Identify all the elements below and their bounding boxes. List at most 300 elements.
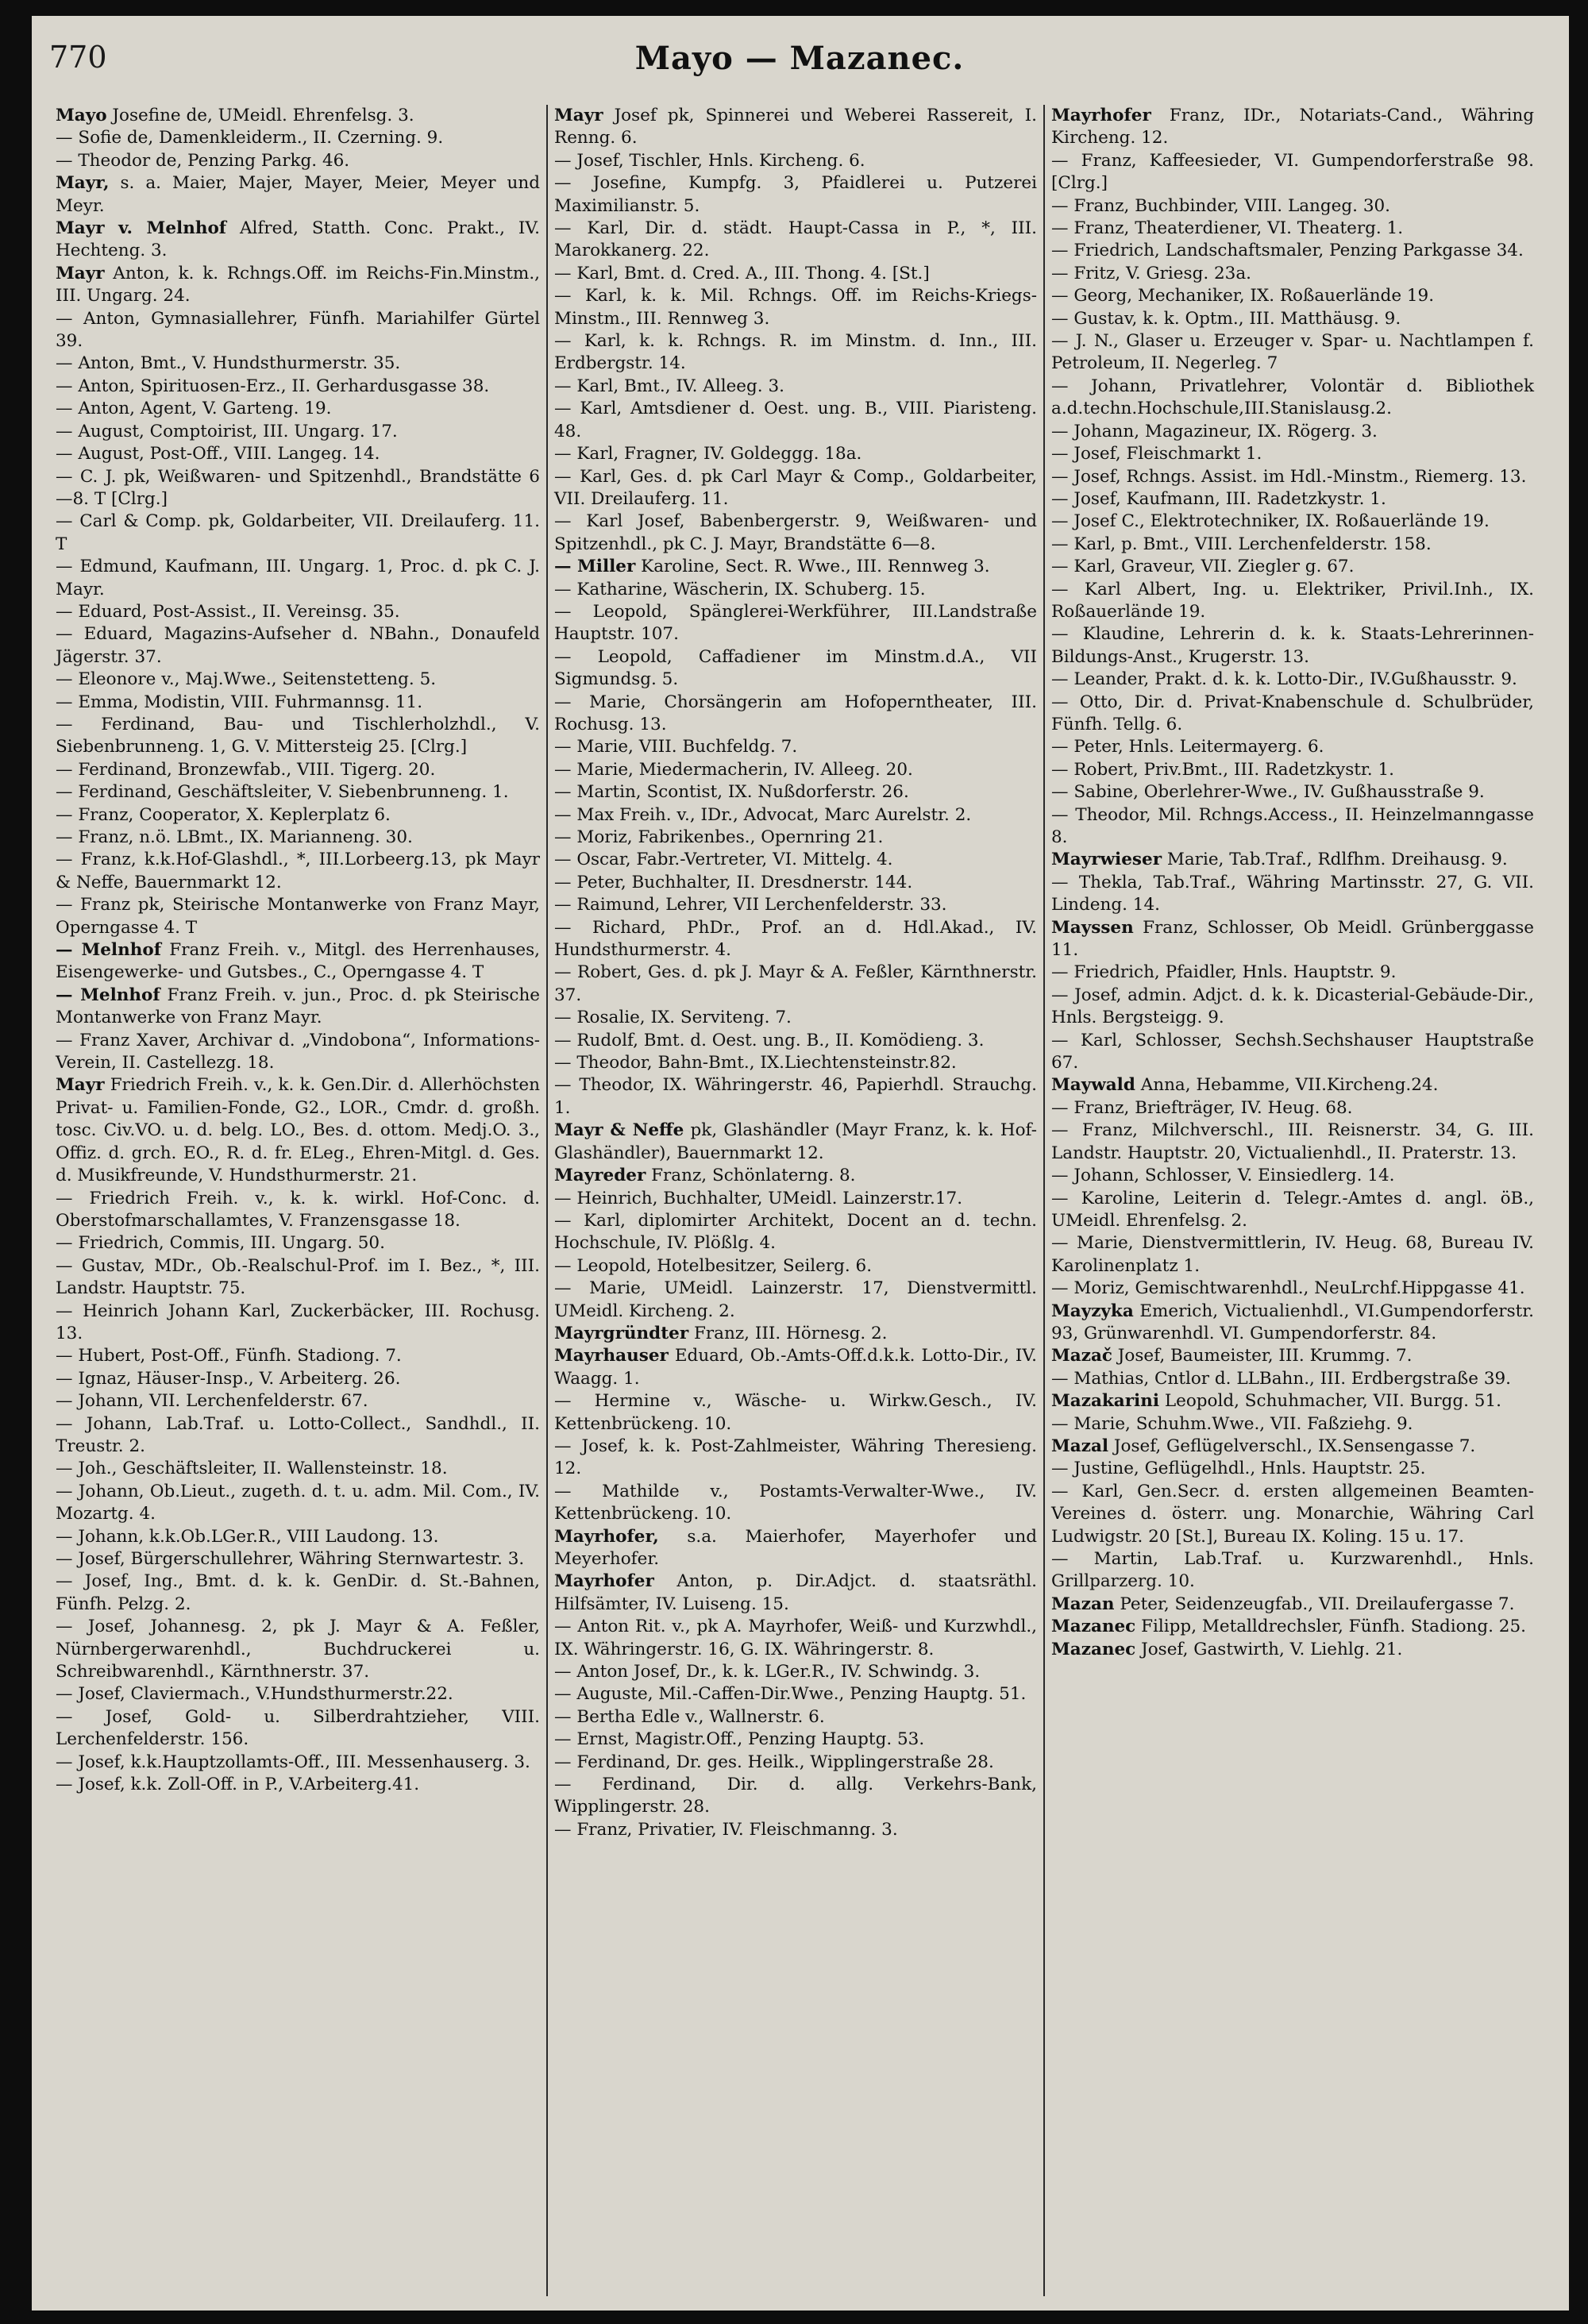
directory-entry (56, 623, 540, 669)
entry-text: — Josef, Tischler, Hnls. Kircheng. 6. (554, 150, 865, 171)
entry-text: — Auguste, Mil.-Caffen-Dir.Wwe., Penzing Hauptg. 51. (554, 1684, 1027, 1705)
entry-text: — Eleonore v., Maj.Wwe., Seitenstetteng. 5. (56, 669, 437, 690)
entry-text: — Ignaz, Häuser-Insp., V. Arbeiterg. 26. (56, 1368, 401, 1389)
directory-entry (56, 669, 540, 691)
entry-text: — Anton, Bmt., V. Hundsthurmerstr. 35. (56, 353, 401, 374)
entry-text: — Anton, Gymnasiallehrer, Fünfh. Mariahilfer Gürtel 39. (56, 308, 540, 352)
directory-entry (1051, 579, 1534, 624)
entry-text: — August, Post-Off., VIII. Langeg. 14. (56, 444, 380, 464)
directory-entry (56, 1188, 540, 1233)
directory-entry (1051, 1594, 1534, 1616)
entry-text: — Josefine, Kumpfg. 3, Pfaidlerei u. Putzerei Maximilianstr. 5. (554, 173, 1037, 216)
entry-text: — Johann, VII. Lerchenfelderstr. 67. (56, 1391, 368, 1412)
entry-text: — Raimund, Lehrer, VII Lerchenfelderstr. 33. (554, 895, 947, 915)
entry-text: — Karl, p. Bmt., VIII. Lerchenfelderstr. 158. (1051, 534, 1432, 554)
entry-text: — Joh., Geschäftsleiter, II. Wallensteinstr. 18. (56, 1459, 448, 1479)
directory-entry (56, 1481, 540, 1526)
entry-text: — Emma, Modistin, VIII. Fuhrmannsg. 11. (56, 692, 423, 712)
directory-entry (1051, 759, 1534, 781)
entry-text: — Leopold, Caffadiener im Minstm.d.A., VII Sigmundsg. 5. (554, 646, 1037, 690)
entry-text: — Oscar, Fabr.-Vertreter, VI. Mittelg. 4. (554, 850, 893, 870)
directory-entry (554, 330, 1037, 376)
directory-entry (554, 1819, 1037, 1841)
directory-entry (554, 781, 1037, 804)
directory-entry (554, 894, 1037, 916)
directory-entry (56, 1683, 540, 1705)
entry-text: — Josef, Johannesg. 2, pk J. Mayr & A. Feßler, Nürnbergerwarenhdl., Buchdruckerei u. Schreibwarenhdl., Kärnthnerstr. 37. (56, 1617, 540, 1682)
running-head: Mayo — Mazanec. (634, 40, 965, 77)
entry-text: Anton, p. Dir.Adjct. d. staatsräthl. Hilfsämter, IV. Luiseng. 15. (554, 1571, 1037, 1614)
directory-entry (1051, 917, 1534, 962)
directory-entry (554, 962, 1037, 1007)
entry-text: — Moriz, Gemischtwarenhdl., NeuLrchf.Hippgasse 41. (1051, 1278, 1525, 1299)
entry-text: — Katharine, Wäscherin, IX. Schuberg. 15. (554, 579, 926, 599)
entry-text: — Edmund, Kaufmann, III. Ungarg. 1, Proc. d. pk C. J. Mayr. (56, 557, 540, 599)
entry-text: — Josef, k.k. Zoll-Off. in P., V.Arbeiterg.41. (56, 1775, 420, 1795)
entry-text: — Heinrich Johann Karl, Zuckerbäcker, III. Rochusg. 13. (56, 1301, 540, 1343)
directory-entry (554, 579, 1037, 601)
directory-entry (56, 1232, 540, 1254)
directory-entry (554, 556, 1037, 578)
directory-entry (1051, 1639, 1534, 1661)
directory-entry (1051, 669, 1534, 691)
directory-entry (1051, 330, 1534, 376)
entry-text: — Friedrich, Pfaidler, Hnls. Hauptstr. 9. (1051, 962, 1397, 983)
entry-text: — Josef, k. k. Post-Zahlmeister, Währing Theresieng. 12. (554, 1436, 1037, 1479)
entry-surname: — Melnhof (56, 985, 160, 1005)
entry-text: — Marie, Miedermacherin, IV. Alleeg. 20. (554, 759, 913, 780)
entry-text: — Josef, Rchngs. Assist. im Hdl.-Minstm., Riemerg. 13. (1051, 466, 1527, 487)
entry-surname: Mayzyka (1051, 1301, 1134, 1321)
directory-entry (1051, 218, 1534, 240)
entry-text: — Franz, Theaterdiener, VI. Theaterg. 1. (1051, 218, 1404, 239)
directory-entry (1051, 308, 1534, 330)
entry-text: — Anton, Spirituosen-Erz., II. Gerhardusgasse 38. (56, 376, 490, 396)
directory-entry (56, 1074, 540, 1187)
entry-text: — Sabine, Oberlehrer-Wwe., IV. Gußhausstraße 9. (1051, 782, 1485, 803)
entry-text: — Karl, Dir. d. städt. Haupt-Cassa in P., *, III. Marokkanerg. 22. (554, 218, 1037, 261)
directory-entry (1051, 962, 1534, 984)
entry-text: Anton, k. k. Rchngs.Off. im Reichs-Fin.Minstm., III. Ungarg. 24. (56, 263, 540, 306)
directory-entry (56, 556, 540, 601)
entry-text: — Klaudine, Lehrerin d. k. k. Staats-Lehrerinnen-Bildungs-Anst., Krugerstr. 13. (1051, 624, 1534, 667)
directory-entry (554, 1774, 1037, 1819)
directory-entry (56, 1706, 540, 1752)
entry-text: — Friedrich, Landschaftsmaler, Penzing Parkgasse 34. (1051, 241, 1524, 261)
entry-text: Filipp, Metalldrechsler, Fünfh. Stadiong. 25. (1135, 1617, 1526, 1637)
directory-entry (56, 1345, 540, 1367)
directory-entry (1051, 1548, 1534, 1594)
entry-text: Alfred, Statth. Conc. Prakt., IV. Hechteng. 3. (56, 218, 540, 261)
directory-entry (554, 1729, 1037, 1751)
entry-surname: — Melnhof (56, 940, 161, 961)
directory-entry (554, 1526, 1037, 1571)
directory-entry (554, 1120, 1037, 1165)
directory-entry (56, 849, 540, 894)
entry-surname: Mayreder (554, 1166, 646, 1186)
directory-entry (56, 1255, 540, 1301)
entry-surname: — Miller (554, 557, 636, 577)
entry-text: Josef, Gastwirth, V. Liehlg. 21. (1135, 1639, 1403, 1659)
entry-text: — Heinrich, Buchhalter, UMeidl. Lainzerstr.17. (554, 1188, 963, 1208)
entry-text: Eduard, Ob.-Amts-Off.d.k.k. Lotto-Dir., IV. Waagg. 1. (554, 1346, 1037, 1389)
directory-entry (554, 827, 1037, 849)
directory-entry (56, 443, 540, 465)
entry-surname: Mayr v. Melnhof (56, 218, 227, 239)
entry-text: Josef pk, Spinnerei und Weberei Rassereit, I. Renng. 6. (554, 106, 1037, 148)
directory-entry (56, 1616, 540, 1683)
entry-text: — Gustav, MDr., Ob.-Realschul-Prof. im I. Bez., *, III. Landstr. Hauptstr. 75. (56, 1255, 540, 1299)
entry-surname: Mazakarini (1051, 1391, 1159, 1412)
entry-surname: Mazač (1051, 1346, 1112, 1366)
entry-text: — Max Freih. v., IDr., Advocat, Marc Aurelstr. 2. (554, 804, 972, 825)
directory-entry (56, 781, 540, 804)
directory-entry (56, 1548, 540, 1571)
entry-text: — Johann, Lab.Traf. u. Lotto-Collect., Sandhdl., II. Treustr. 2. (56, 1413, 540, 1456)
directory-entry (1051, 1345, 1534, 1367)
entry-text: — Franz, Buchbinder, VIII. Langeg. 30. (1051, 195, 1391, 216)
directory-entry (1051, 1390, 1534, 1413)
directory-entry (1051, 1481, 1534, 1548)
entry-text: — Karl, Bmt. d. Cred. A., III. Thong. 4. [St.] (554, 263, 930, 283)
directory-entry (554, 1052, 1037, 1074)
directory-entry (1051, 534, 1534, 556)
entry-text: — Johann, Ob.Lieut., zugeth. d. t. u. adm. Mil. Com., IV. Mozartg. 4. (56, 1481, 540, 1524)
directory-entry (554, 150, 1037, 172)
entry-text: Friedrich Freih. v., k. k. Gen.Dir. d. Allerhöchsten Privat- u. Familien-Fonde, G2., LOR., Cmdr. d. großh. tosc. Civ.VO. u. d. belg. LO., Bes. d. ottom. Medj.O. 3., Offiz. d. grch. EO., R. d. fr. ELeg., Ehren-Mitgl. d. Ges. d. Musikfreunde, V. Hundsthurmerstr. 21. (56, 1075, 540, 1186)
directory-entry (56, 894, 540, 939)
entry-text: — Ferdinand, Dr. ges. Heilk., Wipplingerstraße 28. (554, 1752, 994, 1772)
entry-text: — Karl, Graveur, VII. Ziegler g. 67. (1051, 557, 1355, 577)
directory-entry (56, 759, 540, 781)
directory-entry (1051, 1120, 1534, 1165)
entry-text: — Leopold, Hotelbesitzer, Seilerg. 6. (554, 1255, 873, 1276)
entry-text: — Rosalie, IX. Serviteng. 7. (554, 1008, 792, 1028)
directory-entry (56, 1030, 540, 1075)
directory-entry (56, 1571, 540, 1616)
directory-entry (554, 172, 1037, 218)
entry-text: — Eduard, Post-Assist., II. Vereinsg. 35. (56, 601, 400, 622)
directory-entry (56, 376, 540, 398)
entry-text: — Thekla, Tab.Traf., Währing Martinsstr. 27, G. VII. Lindeng. 14. (1051, 872, 1534, 915)
entry-text: — Ernst, Magistr.Off., Penzing Hauptg. 53. (554, 1729, 925, 1750)
entry-surname: Mazanec (1051, 1639, 1136, 1659)
directory-entry (1051, 1165, 1534, 1187)
entry-text: — Robert, Ges. d. pk J. Mayr & A. Feßler, Kärnthnerstr. 37. (554, 962, 1037, 1005)
entry-surname: Mazal (1051, 1436, 1109, 1456)
entry-text: — Josef, Gold- u. Silberdrahtzieher, VIII. Lerchenfelderstr. 156. (56, 1706, 540, 1750)
directory-entry (1051, 781, 1534, 804)
directory-entry (1051, 1097, 1534, 1120)
directory-entry (1051, 692, 1534, 737)
directory-entry (1051, 556, 1534, 578)
entry-text: Franz Freih. v. jun., Proc. d. pk Steirische Montanwerke von Franz Mayr. (56, 985, 541, 1028)
columns (49, 105, 1558, 2296)
directory-entry (554, 872, 1037, 894)
directory-entry (1051, 804, 1534, 850)
entry-text: — Hubert, Post-Off., Fünfh. Stadiong. 7. (56, 1346, 402, 1366)
directory-entry (554, 1390, 1037, 1436)
entry-text: — Karl, Ges. d. pk Carl Mayr & Comp., Goldarbeiter, VII. Dreilauferg. 11. (554, 466, 1037, 509)
entry-text: — Josef, Kaufmann, III. Radetzkystr. 1. (1051, 488, 1386, 509)
entry-text: — Franz, Milchverschl., III. Reisnerstr. 34, G. III. Landstr. Hauptstr. 20, Victualienhdl., II. Praterstr. 13. (1051, 1120, 1534, 1163)
entry-text: — Sofie de, Damenkleiderm., II. Czerning. 9. (56, 128, 444, 148)
directory-entry (554, 1165, 1037, 1187)
entry-text: — Rudolf, Bmt. d. Oest. ung. B., II. Komödieng. 3. (554, 1030, 985, 1050)
directory-entry (1051, 105, 1534, 150)
entry-text: — Justine, Geflügelhdl., Hnls. Hauptstr. 25. (1051, 1459, 1426, 1479)
entry-text: — Anton Rit. v., pk A. Mayrhofer, Weiß- und Kurzwhdl., IX. Währingerstr. 16, G. IX. Währingerstr. 8. (554, 1617, 1037, 1659)
directory-entry (554, 398, 1037, 443)
entry-text: — Josef, Claviermach., V.Hundsthurmerstr.22. (56, 1684, 453, 1705)
entry-text: — Robert, Priv.Bmt., III. Radetzkystr. 1. (1051, 759, 1394, 780)
column-left (49, 105, 546, 2296)
entry-text: — Johann, Schlosser, V. Einsiedlerg. 14. (1051, 1166, 1395, 1186)
entry-text: Franz, Schönlaterng. 8. (646, 1166, 856, 1186)
entry-text: Leopold, Schuhmacher, VII. Burgg. 51. (1159, 1391, 1501, 1412)
entry-text: — Ferdinand, Bronzewfab., VIII. Tigerg. 20. (56, 759, 436, 780)
directory-entry (56, 150, 540, 172)
directory-entry (554, 1188, 1037, 1210)
directory-entry (56, 827, 540, 849)
directory-entry (1051, 376, 1534, 421)
entry-text: Josef, Baumeister, III. Krummg. 7. (1112, 1346, 1413, 1366)
entry-surname: Mayo (56, 106, 107, 125)
entry-text: — Karl, Gen.Secr. d. ersten allgemeinen Beamten-Vereines d. österr. ung. Monarchie, Währing Carl Ludwigstr. 20 [St.], Bureau IX. Koling. 15 u. 17. (1051, 1481, 1534, 1547)
entry-text: — Karl, Bmt., IV. Alleeg. 3. (554, 376, 784, 396)
entry-text: Franz, III. Hörnesg. 2. (688, 1323, 888, 1343)
entry-text: — Carl & Comp. pk, Goldarbeiter, VII. Dreilauferg. 11. T (56, 511, 540, 554)
directory-entry (56, 985, 540, 1030)
entry-surname: Mayr & Neffe (554, 1120, 684, 1141)
directory-entry (56, 692, 540, 714)
directory-entry (1051, 285, 1534, 307)
entry-text: s.a. Maierhofer, Mayerhofer und Meyerhofer. (554, 1526, 1037, 1569)
directory-entry (1051, 1278, 1534, 1300)
entry-text: — Leander, Prakt. d. k. k. Lotto-Dir., IV.Gußhausstr. 9. (1051, 669, 1517, 690)
directory-entry (1051, 1232, 1534, 1278)
directory-entry (554, 1481, 1037, 1526)
entry-text: — Theodor, Bahn-Bmt., IX.Liechtensteinstr.82. (554, 1053, 957, 1073)
directory-entry (1051, 1030, 1534, 1075)
directory-page (32, 16, 1569, 2311)
entry-text: — Ferdinand, Geschäftsleiter, V. Siebenbrunneng. 1. (56, 782, 509, 803)
directory-entry (554, 1571, 1037, 1616)
directory-entry (1051, 150, 1534, 195)
directory-entry (56, 308, 540, 353)
page-header (49, 40, 1550, 95)
entry-text: — Josef, Bürgerschullehrer, Währing Sternwartestr. 3. (56, 1549, 525, 1569)
directory-entry (554, 601, 1037, 646)
entry-text: — Theodor, IX. Währingerstr. 46, Papierhdl. Strauchg. 1. (554, 1075, 1037, 1118)
column-right (1043, 105, 1540, 2296)
directory-entry (1051, 1368, 1534, 1390)
entry-text: — Josef, Fleischmarkt 1. (1051, 444, 1262, 464)
entry-surname: Mayrgründter (554, 1323, 689, 1343)
directory-entry (1051, 1458, 1534, 1480)
directory-entry (1051, 488, 1534, 511)
entry-text: — Karl, k. k. Mil. Rchngs. Off. im Reichs-Kriegs-Minstm., III. Rennweg 3. (554, 286, 1037, 329)
entry-surname: Mayssen (1051, 917, 1134, 938)
entry-text: Josefine de, UMeidl. Ehrenfelsg. 3. (106, 106, 414, 125)
directory-entry (1051, 1301, 1534, 1346)
entry-text: — Franz pk, Steirische Montanwerke von Franz Mayr, Operngasse 4. T (56, 895, 540, 938)
directory-entry (56, 1458, 540, 1480)
directory-entry (1051, 1413, 1534, 1436)
entry-text: Karoline, Sect. R. Wwe., III. Rennweg 3. (635, 557, 990, 577)
directory-entry (554, 692, 1037, 737)
entry-text: Peter, Seidenzeugfab., VII. Dreilaufergasse 7. (1114, 1594, 1515, 1614)
directory-entry (56, 939, 540, 985)
entry-surname: Mayr (554, 106, 603, 125)
entry-surname: Mayr, (56, 173, 110, 194)
entry-text: — Franz, Briefträger, IV. Heug. 68. (1051, 1097, 1353, 1118)
entry-text: — Gustav, k. k. Optm., III. Matthäusg. 9. (1051, 308, 1401, 329)
entry-text: — Johann, Privatlehrer, Volontär d. Bibliothek a.d.techn.Hochschule,III.Stanislausg.2. (1051, 376, 1534, 419)
entry-text: — Karl, k. k. Rchngs. R. im Minstm. d. Inn., III. Erdbergstr. 14. (554, 331, 1037, 374)
entry-text: — Ferdinand, Dir. d. allg. Verkehrs-Bank, Wipplingerstr. 28. (554, 1775, 1037, 1817)
entry-text: — J. N., Glaser u. Erzeuger v. Spar- u. Nachtlampen f. Petroleum, II. Negerleg. 7 (1051, 331, 1534, 374)
entry-text: — Peter, Buchhalter, II. Dresdnerstr. 144. (554, 872, 913, 892)
directory-entry (1051, 466, 1534, 488)
directory-entry (1051, 443, 1534, 465)
entry-surname: Mayr (56, 263, 105, 283)
entry-text: Josef, Geflügelverschl., IX.Sensengasse 7. (1108, 1436, 1476, 1456)
directory-entry (1051, 736, 1534, 758)
entry-text: — Hermine v., Wäsche- u. Wirkw.Gesch., IV. Kettenbrückeng. 10. (554, 1391, 1037, 1434)
entry-text: s. a. Maier, Majer, Mayer, Meier, Meyer und Meyr. (56, 173, 540, 216)
entry-text: — Karl, Schlosser, Sechsh.Sechshauser Hauptstraße 67. (1051, 1030, 1534, 1073)
directory-entry (554, 759, 1037, 781)
entry-text: Franz, IDr., Notariats-Cand., Währing Kircheng. 12. (1051, 106, 1534, 148)
directory-entry (56, 218, 540, 263)
directory-entry (56, 714, 540, 759)
directory-entry (56, 105, 540, 127)
entry-text: — Ferdinand, Bau- und Tischlerholzhdl., V. Siebenbrunneng. 1, G. V. Mittersteig 25. [Clrg.] (56, 714, 540, 757)
directory-entry (56, 466, 540, 511)
directory-entry (56, 398, 540, 420)
entry-text: Emerich, Victualienhdl., VI.Gumpendorferstr. 93, Grünwarenhdl. VI. Gumpendorferstr. 84. (1051, 1301, 1534, 1343)
entry-surname: Mayrhofer (1051, 106, 1151, 125)
directory-entry (554, 1278, 1037, 1323)
entry-text: Anna, Hebamme, VII.Kircheng.24. (1135, 1075, 1439, 1096)
entry-text: — Martin, Scontist, IX. Nußdorferstr. 26. (554, 782, 909, 803)
entry-text: — Franz Xaver, Archivar d. „Vindobona“, Informations-Verein, II. Castellezg. 18. (56, 1030, 540, 1073)
entry-text: — Karl, diplomirter Architekt, Docent an d. techn. Hochschule, IV. Plößlg. 4. (554, 1210, 1037, 1254)
directory-entry (554, 466, 1037, 511)
entry-text: — Josef, admin. Adjct. d. k. k. Dicasterial-Gebäude-Dir., Hnls. Bergsteigg. 9. (1051, 985, 1534, 1028)
directory-entry (56, 1390, 540, 1413)
directory-entry (56, 1368, 540, 1390)
directory-entry (56, 1301, 540, 1346)
entry-text: — Karoline, Leiterin d. Telegr.-Amtes d. angl. öB., UMeidl. Ehrenfelsg. 2. (1051, 1188, 1534, 1231)
entry-text: — Marie, Schuhm.Wwe., VII. Faßziehg. 9. (1051, 1413, 1413, 1434)
entry-text: — Friedrich, Commis, III. Ungarg. 50. (56, 1233, 385, 1254)
entry-text: — Otto, Dir. d. Privat-Knabenschule d. Schulbrüder, Fünfh. Tellg. 6. (1051, 692, 1534, 734)
entry-text: — Karl Albert, Ing. u. Elektriker, Privil.Inh., IX. Roßauerlände 19. (1051, 579, 1534, 622)
entry-text: Marie, Tab.Traf., Rdlfhm. Dreihausg. 9. (1162, 850, 1508, 870)
directory-entry (1051, 421, 1534, 443)
directory-entry (554, 1323, 1037, 1345)
entry-surname: Mazanec (1051, 1617, 1136, 1637)
directory-entry (56, 172, 540, 218)
entry-surname: Mayrhofer, (554, 1526, 659, 1547)
entry-text: — C. J. pk, Weißwaren- und Spitzenhdl., Brandstätte 6—8. T [Clrg.] (56, 466, 540, 509)
directory-entry (1051, 1188, 1534, 1233)
directory-entry (554, 511, 1037, 556)
entry-surname: Maywald (1051, 1075, 1135, 1096)
directory-entry (554, 1030, 1037, 1052)
entry-text: — Marie, Dienstvermittlerin, IV. Heug. 68, Bureau IV. Karolinenplatz 1. (1051, 1233, 1534, 1276)
entry-text: — Karl, Amtsdiener d. Oest. ung. B., VIII. Piaristeng. 48. (554, 399, 1037, 441)
directory-entry (1051, 1074, 1534, 1096)
directory-entry (1051, 263, 1534, 285)
entry-text: pk, Glashändler (Mayr Franz, k. k. Hof-Glashändler), Bauernmarkt 12. (554, 1120, 1038, 1163)
entry-text: — Franz, Kaffeesieder, VI. Gumpendorferstraße 98. [Clrg.] (1051, 150, 1534, 194)
entry-text: — Josef, Ing., Bmt. d. k. k. GenDir. d. St.-Bahnen, Fünfh. Pelzg. 2. (56, 1571, 540, 1614)
entry-text: — Franz, n.ö. LBmt., IX. Marianneng. 30. (56, 827, 413, 847)
directory-entry (554, 376, 1037, 398)
entry-text: — Anton, Agent, V. Garteng. 19. (56, 399, 332, 419)
entry-text: — Georg, Mechaniker, IX. Roßauerlände 19. (1051, 286, 1435, 306)
entry-text: — Peter, Hnls. Leitermayerg. 6. (1051, 737, 1324, 757)
directory-entry (554, 1007, 1037, 1029)
entry-surname: Mazan (1051, 1594, 1115, 1614)
directory-entry (554, 1255, 1037, 1278)
directory-entry (56, 421, 540, 443)
directory-entry (1051, 240, 1534, 262)
directory-entry (554, 1752, 1037, 1774)
entry-text: — Mathilde v., Postamts-Verwalter-Wwe., IV. Kettenbrückeng. 10. (554, 1481, 1037, 1524)
entry-text: — Marie, UMeidl. Lainzerstr. 17, Dienstvermittl. UMeidl. Kircheng. 2. (554, 1278, 1037, 1321)
entry-text: — Richard, PhDr., Prof. an d. Hdl.Akad., IV. Hundsthurmerstr. 4. (554, 917, 1037, 961)
directory-entry (56, 804, 540, 827)
directory-entry (56, 1526, 540, 1548)
directory-entry (56, 263, 540, 308)
page-number: 770 (49, 40, 107, 75)
entry-text: — Josef, k.k.Hauptzollamts-Off., III. Messenhauserg. 3. (56, 1752, 530, 1772)
entry-text: — Johann, Magazineur, IX. Rögerg. 3. (1051, 421, 1378, 441)
entry-text: — Johann, k.k.Ob.LGer.R., VIII Laudong. 13. (56, 1526, 439, 1547)
entry-surname: Mayr (56, 1075, 105, 1096)
entry-text: — Friedrich Freih. v., k. k. wirkl. Hof-Conc. d. Oberstofmarschallamtes, V. Franzensgasse 18. (56, 1188, 540, 1231)
directory-entry (554, 1706, 1037, 1729)
entry-text: — Fritz, V. Griesg. 23a. (1051, 263, 1252, 283)
directory-entry (56, 511, 540, 556)
directory-entry (554, 1661, 1037, 1683)
directory-entry (554, 1345, 1037, 1390)
directory-entry (1051, 195, 1534, 218)
directory-entry (56, 353, 540, 375)
entry-text: — Josef C., Elektrotechniker, IX. Roßauerlände 19. (1051, 511, 1490, 532)
entry-text: — Marie, Chorsängerin am Hofoperntheater, III. Rochusg. 13. (554, 692, 1037, 734)
directory-entry (554, 105, 1037, 150)
directory-entry (1051, 1436, 1534, 1458)
entry-text: — Martin, Lab.Traf. u. Kurzwarenhdl., Hnls. Grillparzerg. 10. (1051, 1549, 1534, 1592)
directory-entry (554, 736, 1037, 758)
directory-entry (1051, 511, 1534, 533)
directory-entry (554, 1683, 1037, 1705)
entry-text: — Marie, VIII. Buchfeldg. 7. (554, 737, 798, 757)
entry-text: — Eduard, Magazins-Aufseher d. NBahn., Donaufeld Jägerstr. 37. (56, 624, 540, 667)
directory-entry (554, 1074, 1037, 1120)
entry-text: — Franz, k.k.Hof-Glashdl., *, III.Lorbeerg.13, pk Mayr & Neffe, Bauernmarkt 12. (56, 850, 540, 892)
entry-text: — Anton Josef, Dr., k. k. LGer.R., IV. Schwindg. 3. (554, 1662, 981, 1682)
directory-entry (554, 263, 1037, 285)
entry-surname: Mayrhofer (554, 1571, 654, 1592)
directory-entry (1051, 1616, 1534, 1638)
directory-entry (56, 127, 540, 149)
